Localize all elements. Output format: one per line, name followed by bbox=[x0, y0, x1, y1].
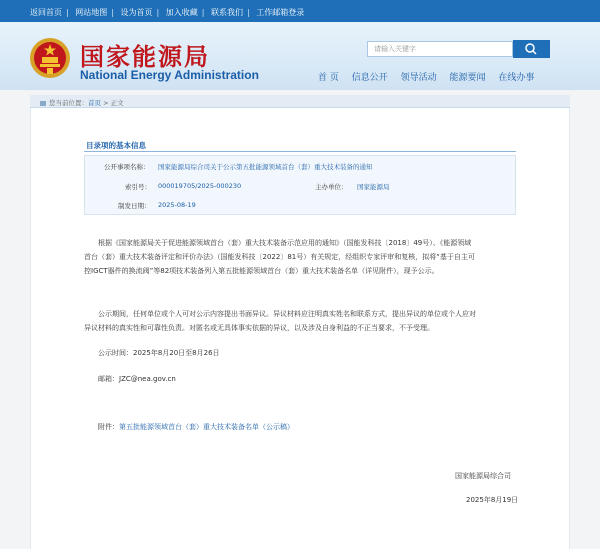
body-p1-line1: 根据《国家能源局关于促进能源领域首台（套）重大技术装备示范应用的通知》（国能发科技〔2018〕49号）、《能源领域 bbox=[98, 239, 472, 247]
attachment-line bbox=[98, 422, 294, 432]
link-sitemap[interactable]: 网站地图 bbox=[75, 8, 108, 17]
body-p2-line1: 公示期间，任何单位或个人可对公示内容提出书面异议。异议材料应注明真实姓名和联系方式，提出异议的单位或个人应对 bbox=[98, 310, 476, 318]
section-divider bbox=[84, 151, 516, 152]
top-links: 返回首页 | 网站地图 | 设为首页 | 加入收藏 | 联系我们 | 工作邮箱登录 bbox=[30, 8, 305, 17]
breadcrumb-prefix: 您当前位置： bbox=[49, 99, 88, 107]
link-set-homepage[interactable]: 设为首页 bbox=[120, 8, 153, 17]
breadcrumb-current: 正文 bbox=[110, 99, 124, 107]
body-p1-line2: 首台（套）重大技术装备评定和评价办法》（国能发科技〔2022〕81号）有关规定，经组织专家评审和复核，拟将“基于自主可 bbox=[84, 253, 475, 261]
attachment-label: 附件： bbox=[98, 423, 119, 431]
meta-issuer-label: 主办单位： bbox=[315, 183, 348, 191]
section-title: 目录项的基本信息 bbox=[86, 141, 146, 150]
nav-energy-news[interactable]: 能源要闻 bbox=[449, 73, 486, 83]
home-icon bbox=[40, 101, 46, 106]
email-address[interactable]: JZC@nea.gov.cn bbox=[119, 375, 176, 383]
main-nav bbox=[318, 70, 544, 83]
signature: 国家能源局综合司 bbox=[455, 472, 511, 480]
breadcrumb-home[interactable]: 首页 bbox=[88, 99, 101, 107]
link-add-favorite[interactable]: 加入收藏 bbox=[165, 8, 198, 17]
search-icon bbox=[513, 40, 550, 58]
link-home[interactable]: 返回首页 bbox=[30, 8, 62, 17]
link-contact[interactable]: 联系我们 bbox=[211, 8, 243, 17]
meta-subject bbox=[104, 162, 150, 171]
site-logo-english[interactable]: National Energy Administration bbox=[80, 68, 259, 82]
meta-date-label: 制发日期： bbox=[118, 202, 151, 210]
site-logo-chinese[interactable]: 国家能源局 bbox=[80, 43, 210, 71]
body-p1-line3: 控IGCT器件的换流阀”等82项技术装备列入第五批能源领域首台（套）重大技术装备名单（详见附件），现予公示。 bbox=[84, 267, 439, 275]
meta-date-value bbox=[158, 201, 196, 209]
meta-index-value bbox=[158, 182, 241, 190]
email-line bbox=[98, 374, 176, 384]
meta-subject-text: 国家能源局综合司关于公示第五批能源领域首台（套）重大技术装备的通知 bbox=[158, 163, 373, 171]
meta-index-text: 000019705/2025-000230 bbox=[158, 182, 242, 190]
email-label: 邮箱： bbox=[98, 375, 119, 383]
national-emblem-icon bbox=[28, 36, 72, 80]
publicity-period: 公示时间：2025年8月20日至8月26日 bbox=[98, 349, 220, 357]
nav-info-disclosure[interactable]: 信息公开 bbox=[351, 73, 388, 83]
meta-subject-label: 公开事项名称： bbox=[104, 163, 150, 171]
breadcrumb-separator: > bbox=[101, 99, 111, 107]
body-p2-line2: 异议材料的真实性和可靠性负责。对匿名或无具体事实依据的异议，以及涉及自身利益的不正当要求，不予受理。 bbox=[84, 324, 434, 332]
signature-date: 2025年8月19日 bbox=[466, 496, 519, 504]
meta-subject-value bbox=[158, 162, 373, 171]
attachment-link[interactable]: 第五批能源领域首台（套）重大技术装备名单（公示稿） bbox=[119, 423, 294, 431]
meta-issuer-value bbox=[357, 182, 390, 191]
meta-date bbox=[118, 201, 151, 210]
meta-index bbox=[125, 182, 151, 191]
search-input[interactable]: 请输入关键字 bbox=[367, 41, 513, 57]
meta-issuer-text: 国家能源局 bbox=[357, 183, 390, 191]
link-email-login[interactable]: 工作邮箱登录 bbox=[256, 8, 305, 17]
breadcrumb bbox=[30, 95, 570, 108]
nav-home[interactable]: 首 页 bbox=[318, 73, 339, 83]
meta-date-text: 2025-08-19 bbox=[158, 201, 196, 209]
top-utility-bar bbox=[0, 0, 600, 22]
nav-leader-activities[interactable]: 领导活动 bbox=[400, 73, 437, 83]
search-button[interactable] bbox=[513, 40, 550, 58]
nav-online-services[interactable]: 在线办事 bbox=[498, 73, 535, 83]
meta-issuer bbox=[315, 182, 348, 191]
meta-index-label: 索引号： bbox=[125, 183, 151, 191]
